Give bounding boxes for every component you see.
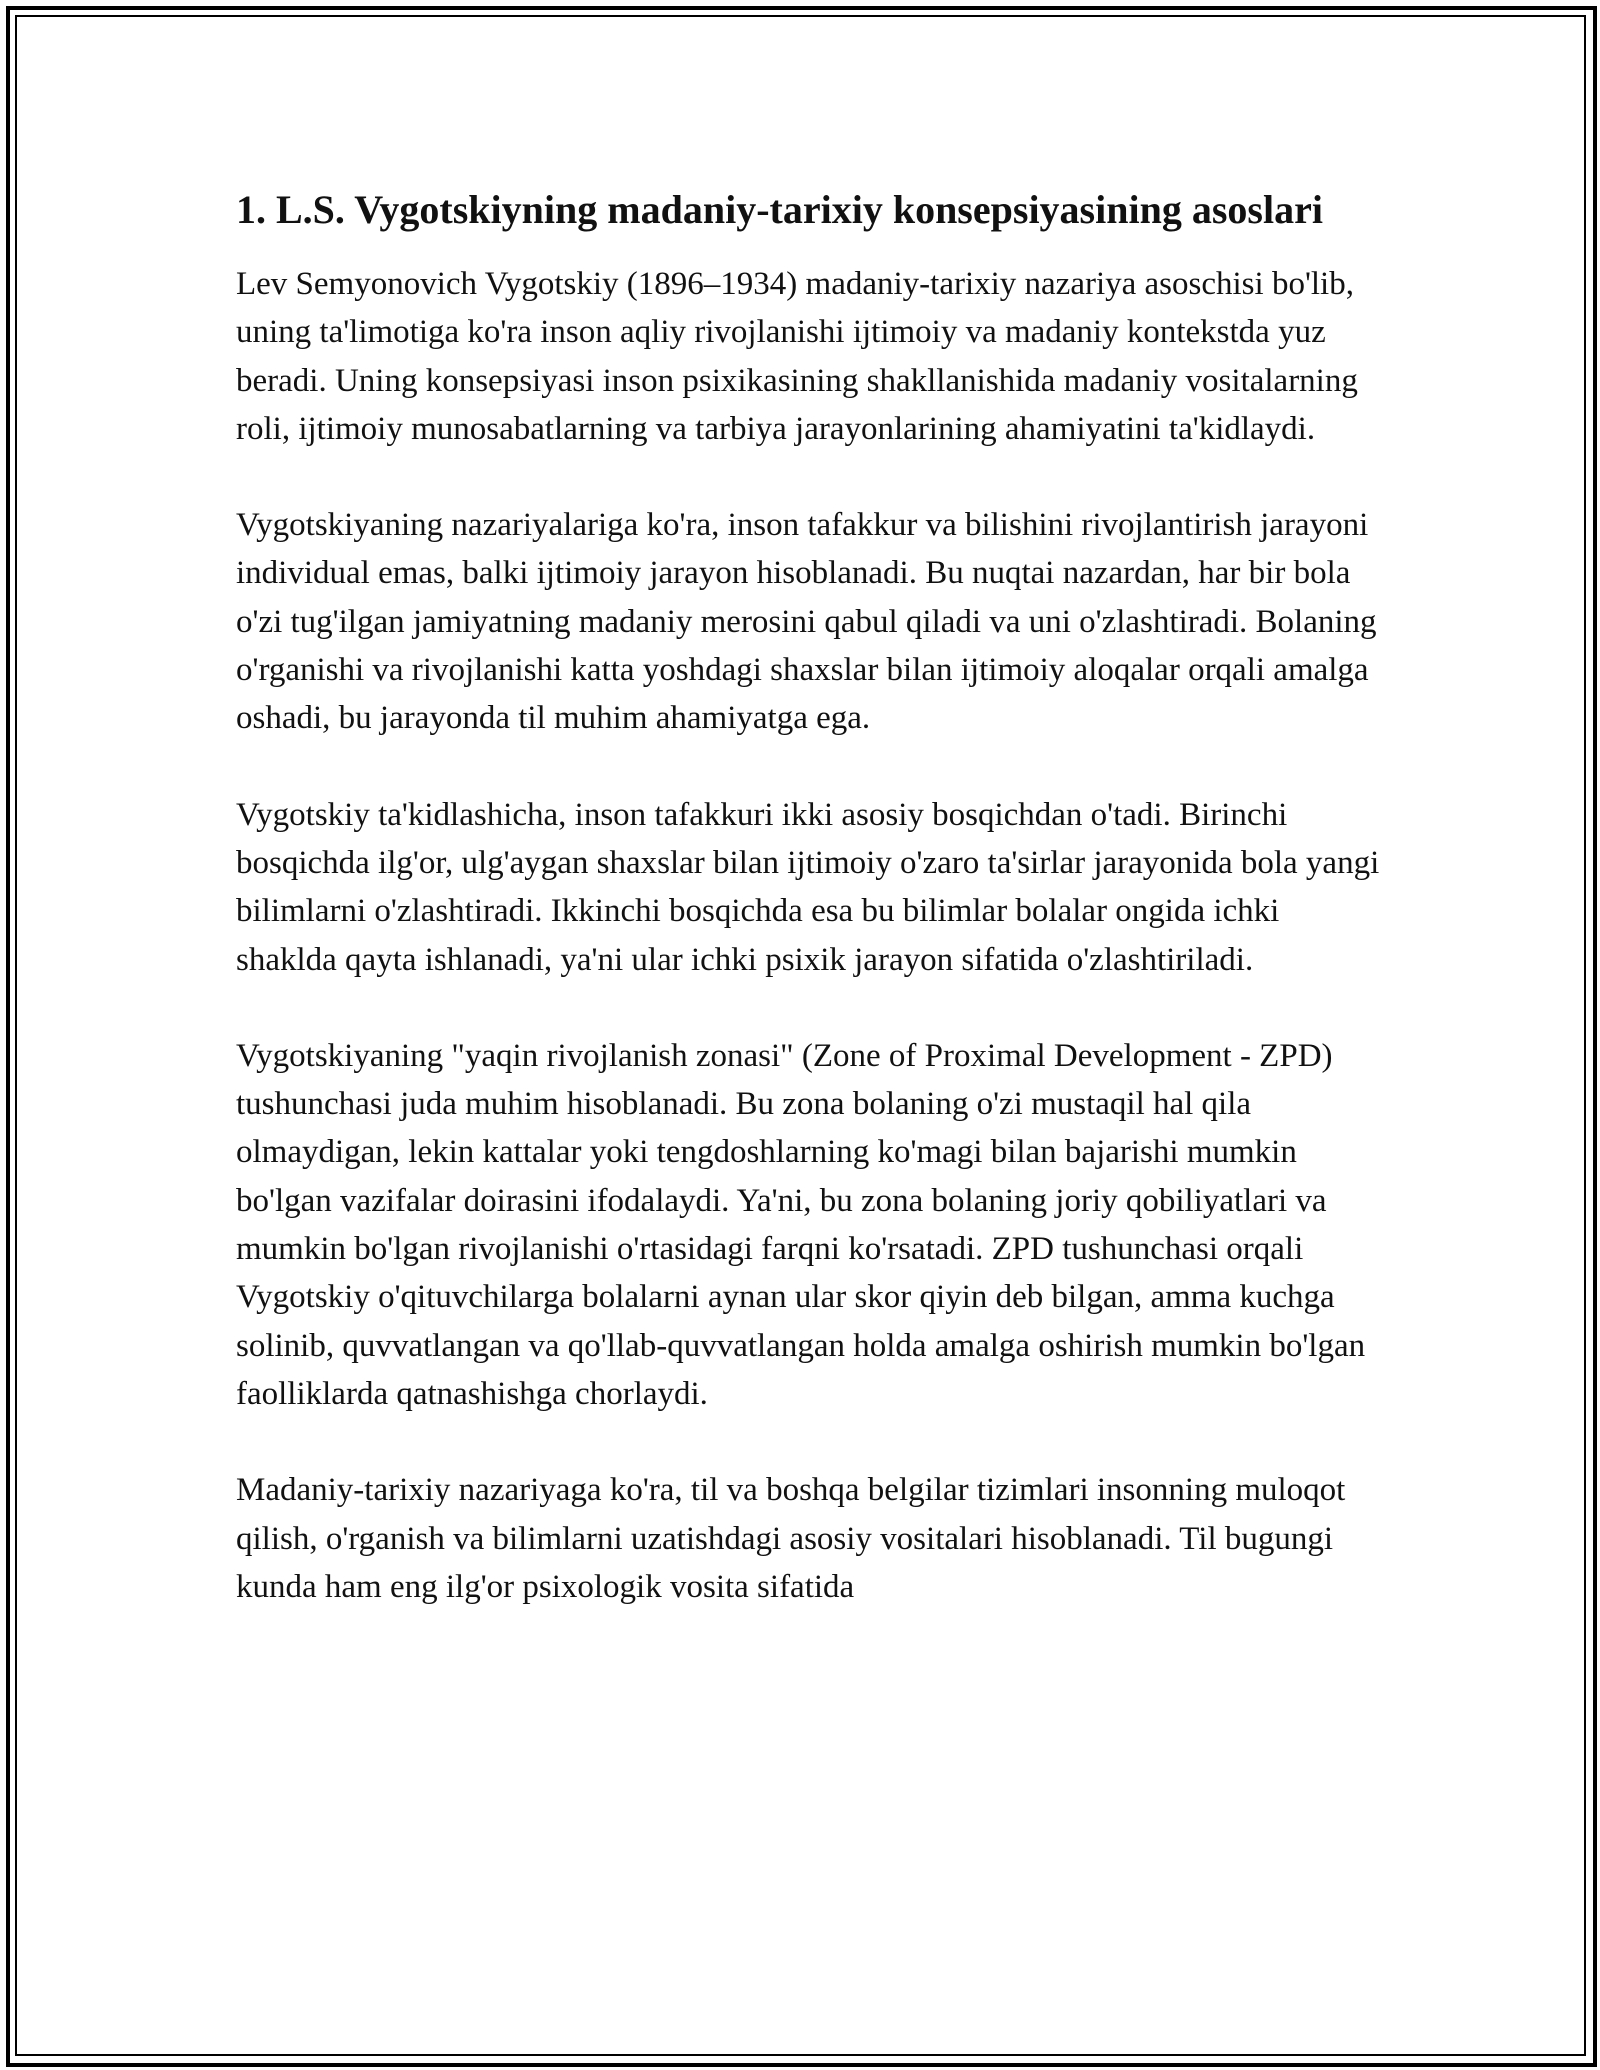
paragraph-3: Vygotskiy ta'kidlashicha, inson tafakkuri ikki asosiy bosqichdan o'tadi. Birinchi bosqichda ilg'or, ulg'aygan shaxslar bilan ijtimoiy o'zaro ta'sirlar jarayonida bola yangi bilimlarni o'zlashtiradi. Ikkinchi bosqichda esa bu bilimlar bolalar ongida ichki shaklda qayta ishlanadi, ya'ni ular ichki psixik jarayon sifatida o'zlashtiriladi. [236,796,1380,978]
paragraph-4: Vygotskiyaning "yaqin rivojlanish zonasi" (Zone of Proximal Development - ZPD) tushunchasi juda muhim hisoblanadi. Bu zona bolaning o'zi mustaqil hal qila olmaydigan, lekin kattalar yoki tengdoshlarning ko'magi bilan bajarishi mumkin bo'lgan vazifalar doirasini ifodalaydi. Ya'ni, bu zona bolaning joriy qobiliyatlari va mumkin bo'lgan rivojlanishi o'rtasidagi farqni ko'rsatadi. ZPD tushunchasi orqali Vygotskiy o'qituvchilarga bolalarni aynan ular skor qiyin deb bilgan, amma kuchga solinib, quvvatlangan va qo'llab-quvvatlangan holda amalga oshirish mumkin bo'lgan faolliklarda qatnashishga chorlaydi. [236,1037,1366,1412]
section-heading: 1. L.S. Vygotskiyning madaniy-tarixiy konsepsiyasining asoslari [236,187,1323,232]
paragraph-2: Vygotskiyaning nazariyalariga ko'ra, inson tafakkur va bilishini rivojlantirish jarayoni individual emas, balki ijtimoiy jarayon hisoblanadi. Bu nuqtai nazardan, har bir bola o'zi tug'ilgan jamiyatning madaniy merosini qabul qiladi va uni o'zlashtiradi. Bolaning o'rganishi va rivojlanishi katta yoshdagi shaxslar bilan ijtimoiy aloqalar orqali amalga oshadi, bu jarayonda til muhim ahamiyatga ega. [236,507,1377,737]
paragraph-1: Lev Semyonovich Vygotskiy (1896–1934) madaniy-tarixiy nazariya asoschisi bo'lib, uning ta'limotiga ko'ra inson aqliy rivojlanishi ijtimoiy va madaniy kontekstda yuz beradi. Uning konsepsiyasi inson psixikasining shakllanishida madaniy vositalarning roli, ijtimoiy munosabatlarning va tarbiya jarayonlarining ahamiyatini ta'kidlaydi. [236,266,1358,447]
document-body [236,182,1386,1659]
paragraph-5: Madaniy-tarixiy nazariyaga ko'ra, til va boshqa belgilar tizimlari insonning muloqot qilish, o'rganish va bilimlarni uzatishdagi asosiy vositalari hisoblanadi. Til bugungi kunda ham eng ilg'or psixologik vosita sifatida [236,1472,1346,1605]
